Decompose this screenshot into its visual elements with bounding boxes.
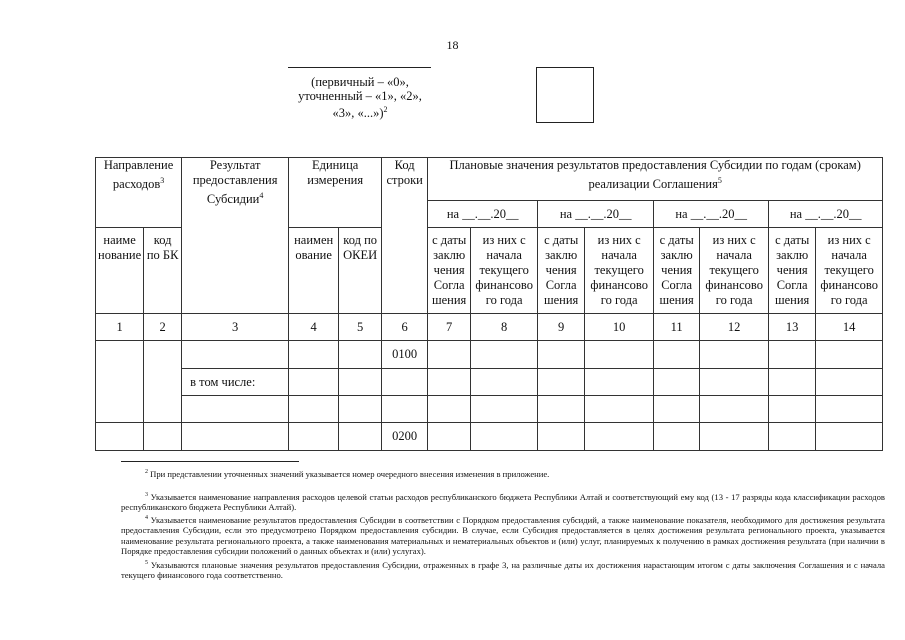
- header-unit: Единица измерения: [289, 158, 382, 228]
- table-row: [96, 396, 883, 423]
- cell: [538, 369, 585, 396]
- row-code-0100: 0100: [382, 341, 428, 369]
- cell: [382, 369, 428, 396]
- header-direction: Направление расходов$^3$: [96, 158, 182, 228]
- row-code-0200: 0200: [382, 423, 428, 451]
- cell: [428, 341, 471, 369]
- cell-direction-name: [96, 341, 144, 423]
- cell: [769, 396, 816, 423]
- cell: [182, 423, 289, 451]
- header-from-year-2: из них с начала текущего финансово го года: [585, 228, 654, 314]
- cell: [816, 369, 883, 396]
- cell: [471, 396, 538, 423]
- header-date-2: на __.__.20__: [538, 201, 654, 228]
- header-date-3: на __.__.20__: [654, 201, 769, 228]
- header-from-date-1: с даты заклю чения Согла шения: [428, 228, 471, 314]
- table-row: [96, 423, 883, 451]
- cell: [339, 396, 382, 423]
- table-row: [96, 369, 883, 396]
- cell: [538, 423, 585, 451]
- cell: [816, 423, 883, 451]
- cell: [144, 423, 182, 451]
- version-code-box: [536, 67, 594, 123]
- cell: [339, 423, 382, 451]
- page-number: 18: [446, 38, 459, 52]
- cell: [96, 423, 144, 451]
- cell: [700, 341, 769, 369]
- version-note-line2: уточненный – «1», «2»,: [298, 89, 422, 103]
- header-from-year-4: из них с начала текущего финансово го года: [816, 228, 883, 314]
- header-date-1: на __.__.20__: [428, 201, 538, 228]
- version-note-line3: «3», «...»)$^2$: [332, 105, 388, 121]
- cell: [428, 369, 471, 396]
- cell-result: [182, 341, 289, 369]
- cell: [471, 341, 538, 369]
- in-that-number-label: в том числе:: [182, 369, 289, 396]
- cell-direction-kbk: [144, 341, 182, 423]
- col-number: 13: [769, 314, 816, 341]
- col-number: 10: [585, 314, 654, 341]
- cell: [585, 341, 654, 369]
- col-number: 8: [471, 314, 538, 341]
- table-row: [96, 341, 883, 369]
- col-number: 14: [816, 314, 883, 341]
- cell: [289, 423, 339, 451]
- col-number: 2: [144, 314, 182, 341]
- cell: [182, 396, 289, 423]
- header-from-year-1: из них с начала текущего финансово го года: [471, 228, 538, 314]
- col-number: 9: [538, 314, 585, 341]
- header-plan-values: Плановые значения результатов предоставления Субсидии по годам (срокам) реализации Соглашения$^5$: [428, 158, 883, 201]
- header-unit-name: наимен ование: [289, 228, 339, 314]
- cell: [654, 423, 700, 451]
- cell: [769, 369, 816, 396]
- header-date-4: на __.__.20__: [769, 201, 883, 228]
- cell: [585, 396, 654, 423]
- cell: [654, 369, 700, 396]
- header-result: Результат предоставления Субсидии$^4$: [182, 158, 289, 314]
- cell: [700, 423, 769, 451]
- version-note-line1: (первичный – «0»,: [311, 75, 409, 89]
- header-direction-kbk: код по БК: [144, 228, 182, 314]
- cell: [538, 396, 585, 423]
- header-from-date-3: с даты заклю чения Согла шения: [654, 228, 700, 314]
- col-number: 12: [700, 314, 769, 341]
- signature-line: [288, 67, 431, 68]
- cell: [654, 341, 700, 369]
- cell: [538, 341, 585, 369]
- cell: [289, 396, 339, 423]
- header-from-date-2: с даты заклю чения Согла шения: [538, 228, 585, 314]
- cell: [585, 369, 654, 396]
- cell: [700, 396, 769, 423]
- footnote-5: $^5$ Указываются плановые значения результатов предоставления Субсидии, отраженных в графе 3, на различные даты их достижения нарастающим итогом с даты заключения Соглашения и с начала текущего финансового года соответственно.: [121, 559, 885, 581]
- cell: [428, 423, 471, 451]
- cell: [382, 396, 428, 423]
- col-number: 4: [289, 314, 339, 341]
- cell: [654, 396, 700, 423]
- col-number: 1: [96, 314, 144, 341]
- header-from-year-3: из них с начала текущего финансово го года: [700, 228, 769, 314]
- header-unit-okei: код по ОКЕИ: [339, 228, 382, 314]
- cell: [471, 423, 538, 451]
- footnote-3: $^3$ Указывается наименование направления расходов целевой статьи расходов республиканского бюджета Республики Алтай и соответствующий ему код (13 - 17 разряды кода классификации расходов республиканского бюджета Республики Алтай).: [121, 491, 885, 513]
- col-number: 5: [339, 314, 382, 341]
- footnote-2: $^2$ При представлении уточненных значений указывается номер очередного внесения изменения в приложение.: [145, 468, 550, 479]
- header-direction-name: наиме нование: [96, 228, 144, 314]
- cell: [816, 396, 883, 423]
- footnote-ref-2: 2: [383, 105, 388, 114]
- cell: [769, 341, 816, 369]
- col-number: 11: [654, 314, 700, 341]
- cell: [289, 341, 339, 369]
- cell: [339, 341, 382, 369]
- cell: [816, 341, 883, 369]
- cell: [700, 369, 769, 396]
- footnote-4: $^4$ Указывается наименование результатов предоставления Субсидии в соответствии с Порядком предоставления субсидий, а также наименование показателя, необходимого для достижения результата предоставления Субсидии, если это предусмотрено Порядком предоставления субсидии. В случае, если Субсидия предоставляется в целях достижения результата регионального проекта, указывается наименование результата регионального проекта, а также наименования материальных и нематериальных объектов и (или) услуг, планируемых к получению в рамках достижения результата (при наличии в Порядке предоставления субсидии положений о данных объектах и (или) услугах).: [121, 514, 885, 557]
- header-row-code: Код строки: [382, 158, 428, 314]
- cell: [428, 396, 471, 423]
- cell: [339, 369, 382, 396]
- footnote-separator: [121, 461, 299, 462]
- cell: [585, 423, 654, 451]
- col-number: 7: [428, 314, 471, 341]
- cell: [289, 369, 339, 396]
- results-table: [95, 157, 883, 451]
- col-number: 3: [182, 314, 289, 341]
- header-from-date-4: с даты заклю чения Согла шения: [769, 228, 816, 314]
- version-note: [270, 75, 450, 120]
- cell: [471, 369, 538, 396]
- col-number: 6: [382, 314, 428, 341]
- cell: [769, 423, 816, 451]
